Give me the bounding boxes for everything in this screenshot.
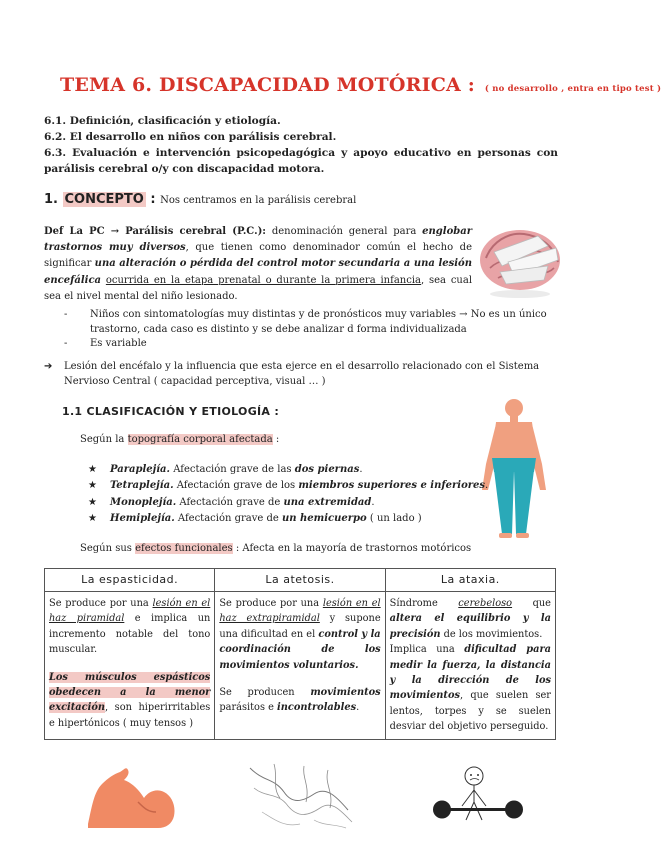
def-emph-1: englobar trastornos muy diversos: [44, 226, 472, 254]
arrow-icon: ➔: [44, 361, 53, 372]
cell-text: y supone una dificultad en el: [219, 613, 381, 640]
table-header-row: [45, 569, 556, 592]
cell-emph: altera el equilibrio y la precisión: [389, 613, 551, 640]
arrow-item-text: Lesión del encéfalo y la influencia que esta ejerce en el desarrollo relacionado con el Sistema Nervioso Central ( capacidad perceptiva, visual … ): [64, 361, 540, 387]
type-end: .: [359, 464, 363, 475]
topo-highlight: topografía corporal afectada: [127, 434, 273, 445]
type-name: Paraplejía.: [110, 464, 171, 475]
brain-image: [478, 222, 562, 300]
type-desc: Afectación grave de las: [170, 464, 295, 475]
header-atetosis: La atetosis.: [215, 569, 385, 592]
cell-text: parásitos e: [219, 702, 278, 714]
title-main: TEMA 6. DISCAPACIDAD MOTÓRICA :: [60, 74, 476, 96]
dash-marker: -: [64, 338, 68, 349]
cell-underlined: cerebeloso: [458, 598, 513, 609]
toc-item-1: 6.1. Definición, clasificación y etiología.: [44, 115, 281, 127]
cell-text: e implica un incremento notable del tono muscular.: [49, 613, 211, 656]
cell-espasticidad: [45, 592, 215, 740]
type-name: Hemiplejía.: [110, 512, 175, 524]
type-name: Tetraplejía.: [110, 480, 174, 492]
type-end: .: [371, 496, 375, 508]
cell-text: .: [356, 702, 360, 714]
cell-ataxia: [385, 592, 555, 740]
def-text-3: , sea cual sea el nivel mental del niño lesionado.: [44, 274, 473, 302]
section-label: CONCEPTO: [64, 192, 144, 207]
table-row: [45, 592, 556, 740]
star-icon: ★: [88, 496, 97, 508]
type-emph: dos piernas: [294, 464, 360, 475]
list-item: [88, 511, 488, 527]
type-emph: un hemicuerpo: [282, 512, 367, 524]
sketch-image: [244, 758, 360, 832]
section-clasificacion-heading: 1.1 CLASIFICACIÓN Y ETIOLOGÍA :: [62, 405, 280, 418]
section-concepto-heading: [44, 192, 356, 207]
type-emph: una extremidad: [283, 496, 372, 508]
cell-text: , son hiperirritables e hipertónicos ( muy tensos ): [49, 702, 211, 729]
def-prefix: Def La PC →: [44, 226, 126, 237]
toc: [44, 113, 558, 177]
efectos-line: [80, 543, 471, 554]
topografia-line: [80, 434, 279, 445]
type-desc: Afectación grave de: [174, 512, 282, 524]
section-colon: :: [150, 192, 156, 207]
cell-text: Síndrome: [389, 598, 459, 609]
section-number: 1.: [44, 192, 58, 207]
cell-text: , que suelen ser lentos, torpes y se suelen desviar del objetivo perseguido.: [389, 690, 551, 733]
type-end: ( un lado ): [366, 512, 422, 524]
def-underlined: ocurrida en la etapa prenatal o durante la primera infancia: [105, 274, 421, 286]
cell-emph: movimientos: [310, 687, 381, 699]
header-ataxia: La ataxia.: [385, 569, 555, 592]
cell-underlined: lesión en el haz piramidal: [49, 598, 211, 625]
cell-emph: Los músculos espásticos obedecen a la menor excitación: [49, 671, 211, 714]
cell-underlined: lesión en el haz extrapiramidal: [219, 598, 381, 625]
star-icon: ★: [88, 464, 97, 475]
list-item: [88, 495, 488, 511]
cell-text: Se produce por una: [219, 598, 323, 609]
list-item: [88, 478, 488, 494]
star-icon: ★: [88, 480, 97, 492]
cell-atetosis: [215, 592, 385, 740]
bullet-item: [64, 337, 564, 352]
cell-emph: dificultad para medir la fuerza, la distancia y la dirección de los movimientos: [389, 644, 551, 702]
star-icon: ★: [88, 512, 97, 524]
dash-marker: -: [64, 309, 68, 320]
def-text-2: , que tienen como denominador común el hecho de significar: [44, 242, 472, 270]
cell-emph: control y la coordinación de los movimientos voluntarios.: [219, 628, 381, 671]
def-text-1: denominación general para: [266, 226, 423, 237]
toc-item-2: 6.2. El desarrollo en niños con parálisis cerebral.: [44, 131, 337, 143]
cell-text: que: [512, 598, 551, 609]
arrow-item: [44, 360, 562, 389]
title-note: ( no desarrollo , entra en tipo test ): [484, 84, 661, 94]
weightlifter-image: [428, 762, 528, 832]
type-emph: miembros superiores e inferiores: [298, 480, 486, 492]
toc-item-3: 6.3. Evaluación e intervención psicopedagógica y apoyo educativo en personas con parálisis cerebral o/y con discapacidad motora.: [44, 147, 558, 175]
bullet-text: Es variable: [90, 338, 147, 349]
type-desc: Afectación grave de los: [173, 480, 299, 492]
list-item: [88, 462, 488, 478]
definition-paragraph: [44, 224, 472, 305]
type-end: .: [485, 480, 489, 492]
bullet-item: [64, 308, 564, 337]
arm-muscle-image: [82, 762, 182, 832]
topo-post: :: [272, 434, 280, 445]
efectos-highlight: efectos funcionales: [135, 543, 233, 554]
cell-text: de los movimientos.: [440, 628, 543, 640]
header-espasticidad: La espasticidad.: [45, 569, 215, 592]
section-subtitle: Nos centramos en la parálisis cerebral: [160, 195, 357, 206]
cell-text: Implica una: [389, 644, 465, 656]
topo-pre: Según la: [80, 434, 128, 445]
bullet-text: Niños con sintomatologías muy distintas y de pronósticos muy variables → No es un único trastorno, cada caso es distinto y se debe analizar d forma individualizada: [90, 309, 547, 335]
efectos-post: : Afecta en la mayoría de trastornos motóricos: [232, 543, 472, 554]
page-title: [60, 74, 661, 96]
efectos-table: [44, 568, 556, 740]
def-term: Parálisis cerebral (P.C.):: [125, 226, 266, 237]
type-desc: Afectación grave de: [176, 496, 284, 508]
efectos-pre: Según sus: [80, 543, 136, 554]
types-list: [88, 462, 488, 527]
type-name: Monoplejía.: [110, 496, 177, 508]
bullet-list: [64, 308, 564, 352]
cell-emph: incontrolables: [277, 702, 357, 714]
cell-text: Se producen: [219, 687, 311, 699]
def-emph-2: una alteración o pérdida del control motor secundaria a una lesión encefálica: [44, 258, 472, 286]
cell-text: Se produce por una: [49, 598, 153, 609]
